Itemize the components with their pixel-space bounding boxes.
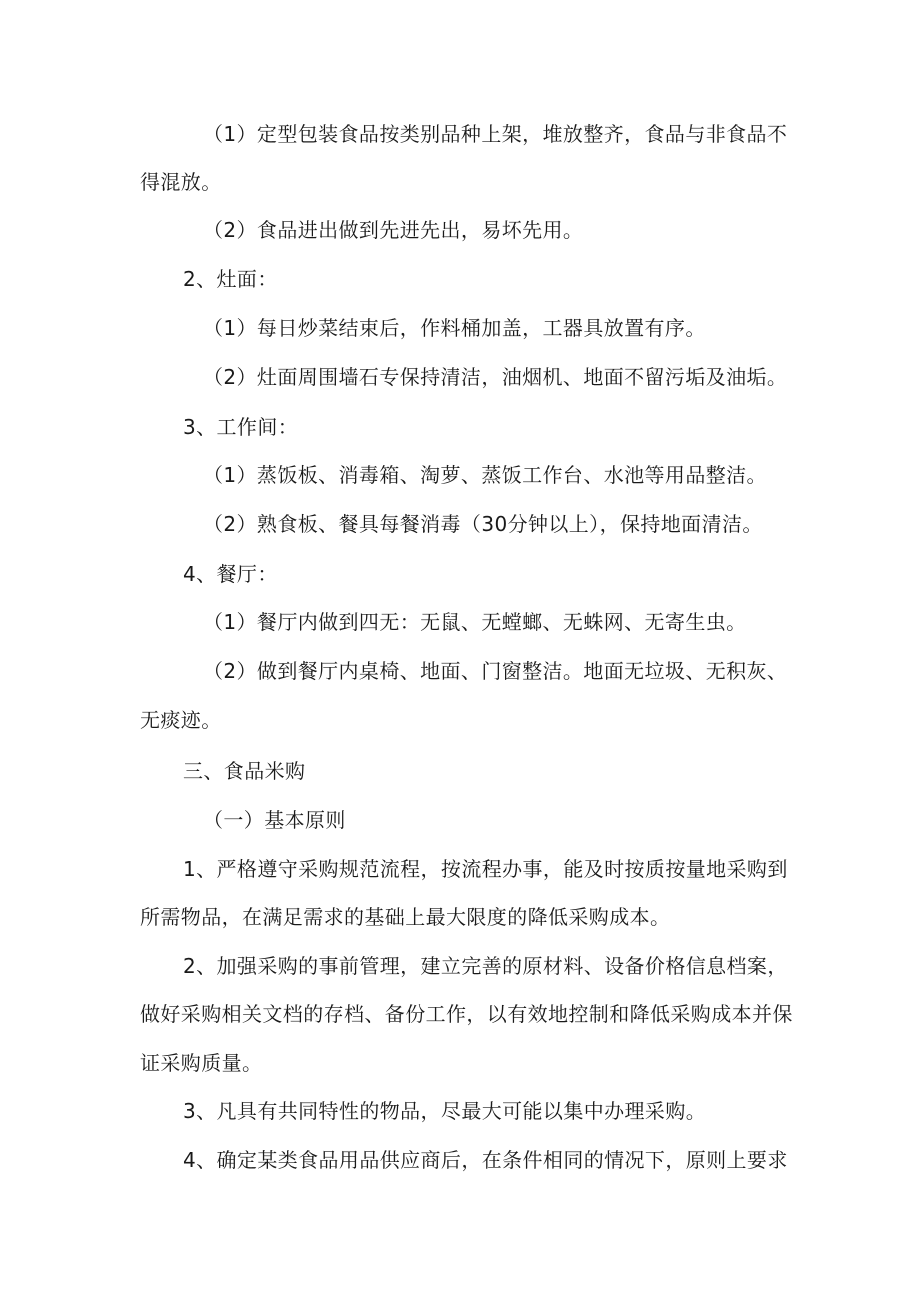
paragraph-line: 无痰迹。: [140, 708, 222, 732]
paragraph-line: （1）餐厅内做到四无：无鼠、无螳螂、无蛛网、无寄生虫。: [203, 610, 747, 634]
paragraph-line: （1）每日炒菜结束后，作料桶加盖，工器具放置有序。: [203, 316, 706, 340]
chapter-heading: 三、食品米购: [183, 759, 306, 783]
paragraph-line: 4、确定某类食品用品供应商后，在条件相同的情况下，原则上要求: [183, 1148, 788, 1172]
paragraph-line: （2）做到餐厅内桌椅、地面、门窗整洁。地面无垃圾、无积灰、: [203, 659, 788, 683]
paragraph-line: （2）食品进出做到先进先出，易坏先用。: [203, 218, 584, 242]
subsection-heading: （一）基本原则: [203, 808, 346, 832]
paragraph-line: 证采购质量。: [140, 1051, 263, 1075]
paragraph-line: （1）蒸饭板、消毒箱、淘萝、蒸饭工作台、水池等用品整洁。: [203, 463, 767, 487]
section-heading: 3、工作间：: [183, 415, 299, 439]
paragraph-line: 所需物品，在满足需求的基础上最大限度的降低采购成本。: [140, 905, 671, 929]
paragraph-line: 做好采购相关文档的存档、备份工作，以有效地控制和降低采购成本并保: [140, 1002, 793, 1026]
paragraph-line: 1、严格遵守采购规范流程，按流程办事，能及时按质按量地采购到: [183, 857, 788, 881]
paragraph-line: 得混放。: [140, 170, 222, 194]
paragraph-line: （2）灶面周围墙石专保持清洁，油烟机、地面不留污垢及油垢。: [203, 365, 788, 389]
section-heading: 2、灶面：: [183, 267, 278, 291]
paragraph-line: （1）定型包装食品按类别品种上架，堆放整齐，食品与非食品不: [203, 122, 788, 146]
paragraph-line: 2、加强采购的事前管理，建立完善的原材料、设备价格信息档案，: [183, 954, 788, 978]
paragraph-line: 3、凡具有共同特性的物品，尽最大可能以集中办理采购。: [183, 1099, 707, 1123]
section-heading: 4、餐厅：: [183, 562, 278, 586]
paragraph-line: （2）熟食板、餐具每餐消毒（30分钟以上），保持地面清洁。: [203, 512, 763, 536]
